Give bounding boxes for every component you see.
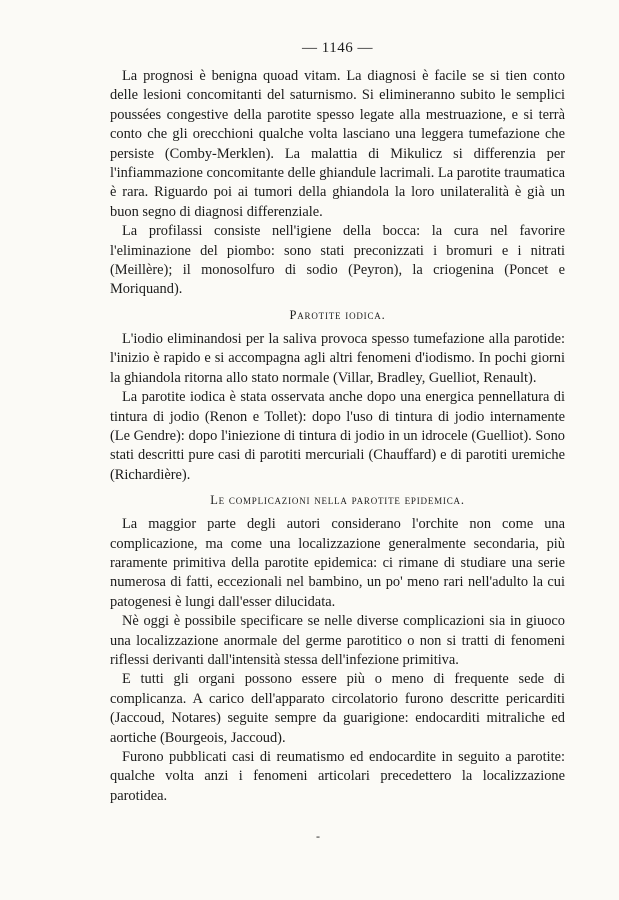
paragraph-iodine-observations: La parotite iodica è stata osservata anche dopo una energica pennellatura di tintura di jodio (Renon e Tollet): dopo l'uso di tintura di jodio internamente (Le Gendre): dopo l'iniezione di tintura di jodio in un idrocele (Guelliot). Sono stati descritti pure casi di parotiti mercuriali (Chauffard) e di parotiti uremiche (Richardière). [110,389,565,483]
paragraph-organs: E tutti gli organi possono essere più o meno di frequente sede di complicanza. A carico dell'apparato circolatorio furono descritte pericarditi (Jaccoud, Notares) seguite sempre da guarigione: endocarditi mitraliche ed aortiche (Bourgeois, Jaccoud). [110,671,565,746]
paragraph-prognosis: La prognosi è benigna quoad vitam. La diagnosi è facile se si tien conto delle lesioni concomitanti del saturnismo. Si elimineranno subito le semplici poussées congestive della parotite spesso legate alla mestruazione, e si terrà conto che gli orecchioni qualche volta lasciano una leggera tumefazione che persiste (Comby-Merklen). La malattia di Mikulicz si differenzia per l'infiammazione concomitante delle ghiandule lacrimali. La parotite traumatica è rara. Riguardo poi ai tumori della ghiandola la loro unilateralità è già un buon segno di diagnosi differenziale. [110,68,565,220]
footer-mark: - [316,829,320,843]
paragraph-iodine-elimination: L'iodio eliminandosi per la saliva provoca spesso tumefazione alla parotide: l'inizio è rapido e si accompagna agli altri fenomeni d'iodismo. In pochi giorni la ghiandola ritorna allo stato normale (Villar, Bradley, Guelliot, Renault). [110,330,565,386]
paragraph-rheumatism: Furono pubblicati casi di reumatismo ed endocardite in seguito a parotite: qualche volta anzi i fenomeni articolari precedettero la localizzazione parotidea. [110,749,565,804]
page-number: — 1146 — [302,40,373,56]
paragraph-prophylaxis: La profilassi consiste nell'igiene della bocca: la cura nel favorire l'eliminazione del piombo: sono stati preconizzati i bromuri e i nitrati (Meillère); il monosolfuro di sodio (Peyron), la criogenina (Poncet e Moriquand). [110,223,565,298]
section-heading-complications: Le complicazioni nella parotite epidemica. [210,493,465,508]
paragraph-orchitis: La maggior parte degli autori considerano l'orchite non come una complicazione, ma come una localizzazione generalmente secondaria, più raramente primitiva della parotite epidemica: ci rimane di studiare una serie numerosa di fatti, eccezionali nel bambino, un po' meno rari nell'adulto la cui patogenesi è lungi dall'esser dilucidata. [110,516,565,610]
paragraph-pathogenesis: Nè oggi è possibile specificare se nelle diverse complicazioni sia in giuoco una localizzazione anormale del germe parotitico o non si tratti di fenomeni riflessi derivanti dall'intensità stessa dell'infezione primitiva. [110,613,565,668]
section-heading-iodine-parotitis: Parotite iodica. [289,307,386,322]
